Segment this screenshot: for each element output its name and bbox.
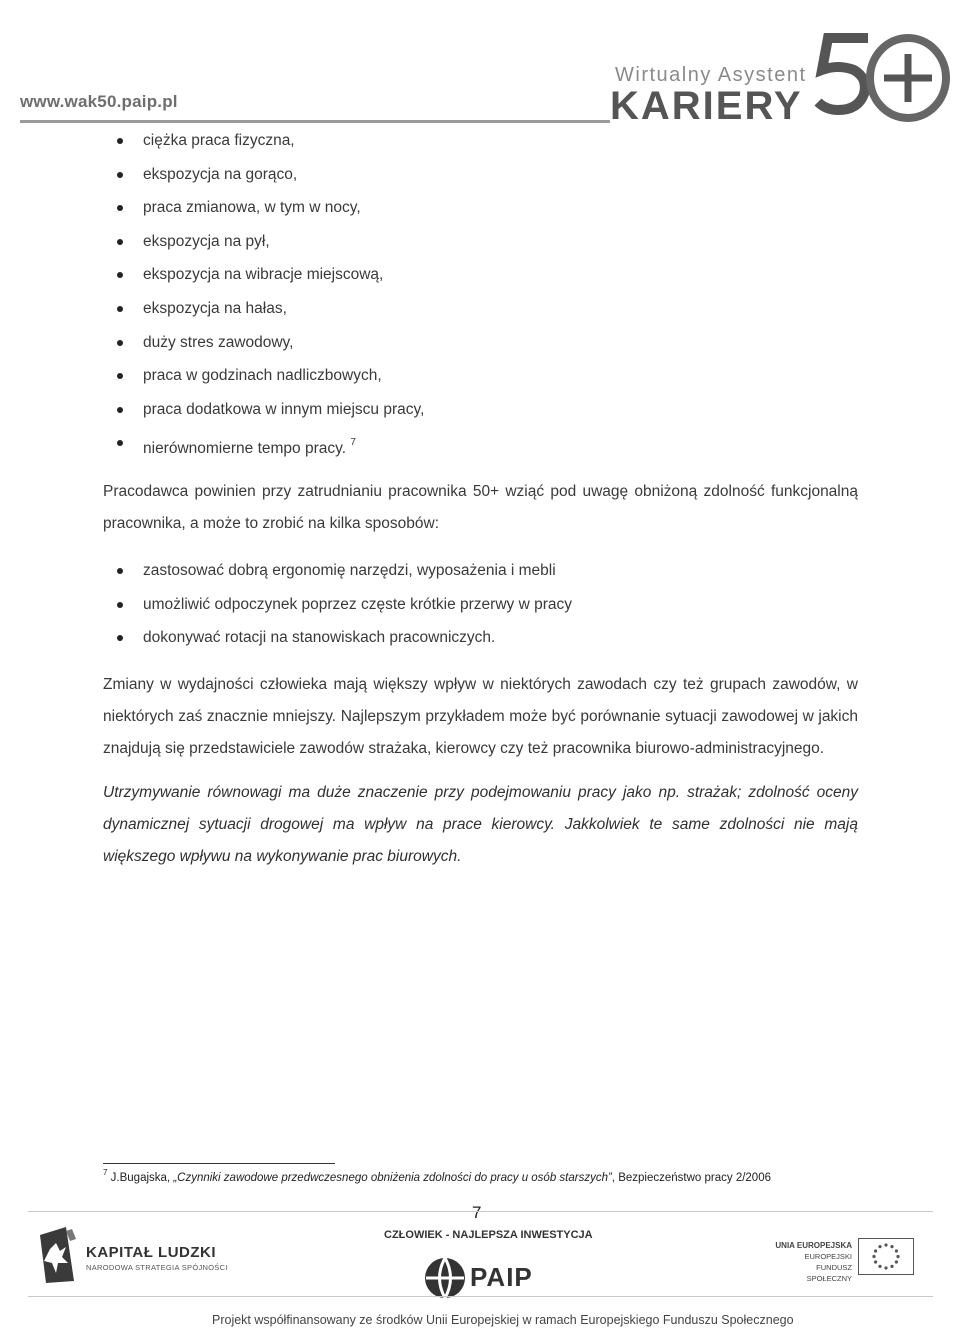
header-divider bbox=[20, 120, 610, 123]
list-item: praca w godzinach nadliczbowych, bbox=[0, 359, 858, 393]
logo-title: KARIERY bbox=[610, 84, 803, 128]
kapital-ludzki-title: KAPITAŁ LUDZKI bbox=[86, 1244, 217, 1261]
footnote-title: „Czynniki zawodowe przedwczesnego obniżenia zdolności do pracy u osób starszych” bbox=[173, 1172, 612, 1184]
footnote-mark: 7 bbox=[103, 1168, 108, 1177]
list-item: zastosować dobrą ergonomię narzędzi, wyposażenia i mebli bbox=[0, 554, 858, 588]
footer-slogan: CZŁOWIEK - NAJLEPSZA INWESTYCJA bbox=[384, 1229, 593, 1241]
paragraph-employer: Pracodawca powinien przy zatrudnianiu pracownika 50+ wziąć pod uwagę obniżoną zdolność funkcjonalną pracownika, a może to zrobić na kilka sposobów: bbox=[103, 482, 858, 532]
footnote bbox=[103, 1168, 771, 1184]
list-item: praca dodatkowa w innym miejscu pracy, bbox=[0, 393, 858, 427]
list-item: ekspozycja na hałas, bbox=[0, 292, 858, 326]
list-item: ekspozycja na wibracje miejscową, bbox=[0, 258, 858, 292]
footnote-source: , Bezpieczeństwo pracy 2/2006 bbox=[611, 1172, 771, 1184]
page-number: 7 bbox=[472, 1203, 482, 1222]
footnote-reference: 7 bbox=[350, 437, 356, 449]
paragraph-balance: Utrzymywanie równowagi ma duże znaczenie przy podejmowaniu pracy jako np. strażak; zdolność oceny dynamicznej sytuacji drogowej ma wpływ na prace kierowcy. Jakkolwiek te same zdolności nie mają większego wpływu na wykonywanie prac biurowych. bbox=[103, 783, 858, 865]
eu-flag-icon bbox=[858, 1238, 914, 1275]
list-item: duży stres zawodowy, bbox=[0, 326, 858, 360]
eu-label: UNIA EUROPEJSKA EUROPEJSKI FUNDUSZ SPOŁECZNY bbox=[775, 1241, 852, 1283]
adaptation-methods-list bbox=[103, 554, 858, 655]
footer-divider-top bbox=[28, 1211, 933, 1212]
footnote-author: J.Bugajska, bbox=[110, 1172, 174, 1184]
document-body bbox=[103, 124, 858, 873]
paip-logo-text: PAIP bbox=[470, 1262, 533, 1292]
logo-subtitle: Wirtualny Asystent bbox=[615, 64, 807, 86]
risk-factors-list bbox=[103, 124, 858, 460]
paragraph-efficiency: Zmiany w wydajności człowieka mają większy wpływ w niektórych zawodach czy też grupach zawodów, w niektórych zaś znacznie mniejszy. Najlepszym przykładem może być porównanie sytuacji zawodowej w jakich znajdują się przedstawiciele zawodów strażaka, kierowcy czy też pracownika biurowo-administracyjnego. bbox=[103, 675, 858, 757]
list-item: nierównomierne tempo pracy. $^7$ bbox=[0, 426, 858, 460]
list-item: ekspozycja na gorąco, bbox=[0, 158, 858, 192]
project-funding-note: Projekt współfinansowany ze środków Unii Europejskiej w ramach Europejskiego Funduszu Społecznego bbox=[212, 1313, 794, 1327]
site-url: www.wak50.paip.pl bbox=[20, 92, 178, 111]
kapital-ludzki-logo-icon bbox=[36, 1225, 78, 1285]
kapital-ludzki-subtitle: NARODOWA STRATEGIA SPÓJNOŚCI bbox=[86, 1263, 228, 1272]
list-item: ekspozycja na pył, bbox=[0, 225, 858, 259]
list-item: dokonywać rotacji na stanowiskach pracowniczych. bbox=[0, 621, 858, 655]
list-item: ciężka praca fizyczna, bbox=[0, 124, 858, 158]
footnote-divider bbox=[103, 1163, 335, 1164]
list-item: praca zmianowa, w tym w nocy, bbox=[0, 191, 858, 225]
footer-divider-bottom bbox=[28, 1296, 933, 1297]
list-item: umożliwić odpoczynek poprzez częste krótkie przerwy w pracy bbox=[0, 588, 858, 622]
